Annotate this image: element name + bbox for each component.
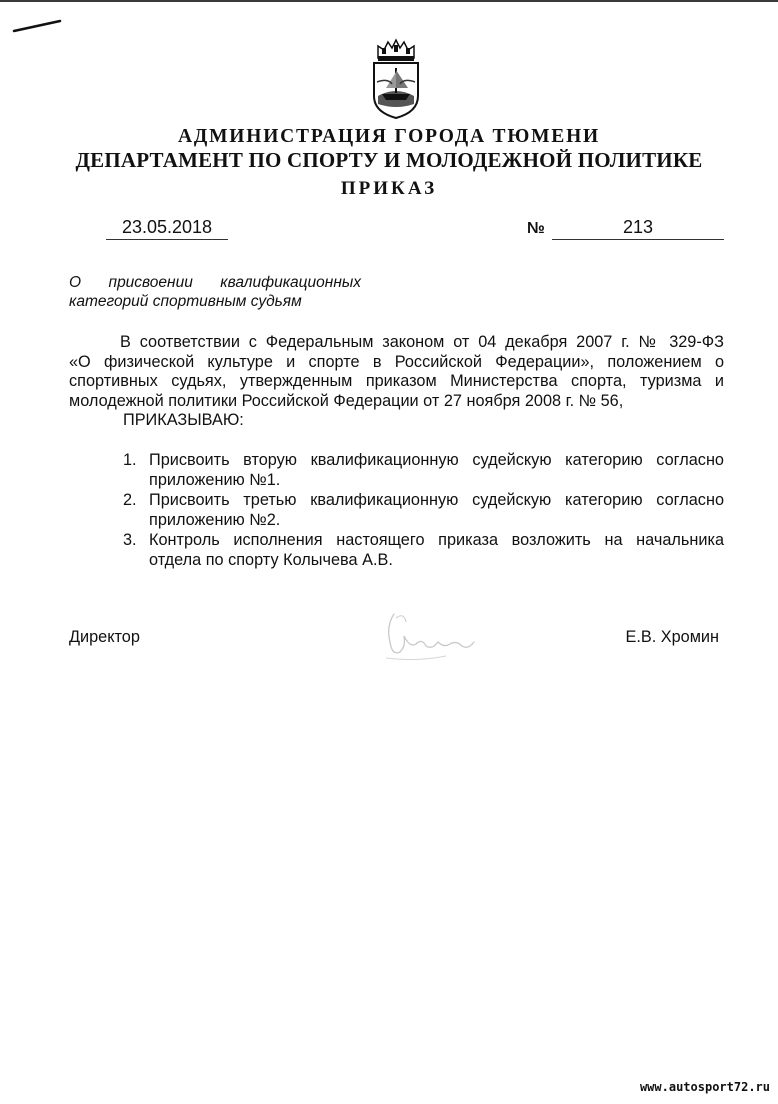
order-list <box>123 451 724 571</box>
list-item <box>123 491 724 530</box>
paragraph-line: спортивных судьях, утвержденным приказом Министерства спорта, туризма и <box>69 372 724 390</box>
list-item-text: Присвоить третью квалификационную судейскую категорию согласно <box>149 491 724 509</box>
scan-edge-line <box>0 0 778 2</box>
administration-title: АДМИНИСТРАЦИЯ ГОРОДА ТЮМЕНИ <box>177 126 601 147</box>
paragraph-line: В соответствии с Федеральным законом от 04 декабря 2007 г. № 329-ФЗ <box>120 333 724 351</box>
pen-stroke-mark <box>12 18 64 34</box>
department-title: ДЕПАРТАМЕНТ ПО СПОРТУ И МОЛОДЕЖНОЙ ПОЛИТИКЕ <box>75 148 703 172</box>
order-date: 23.05.2018 <box>106 217 228 240</box>
document-type-title: ПРИКАЗ <box>340 178 438 199</box>
subject-line: категорий спортивным судьям <box>69 293 302 310</box>
list-item <box>123 531 724 570</box>
signatory-title: Директор <box>69 628 140 646</box>
list-item-index: 1. <box>123 451 137 469</box>
list-item <box>123 451 724 490</box>
list-item-text: приложению №2. <box>149 510 281 529</box>
list-item-text: приложению №1. <box>149 470 281 489</box>
preamble-paragraph <box>69 333 724 411</box>
signatory-name: Е.В. Хромин <box>625 628 719 646</box>
order-number: 213 <box>552 217 724 240</box>
list-item-text: отдела по спорту Колычева А.В. <box>149 550 393 569</box>
list-item-index: 2. <box>123 491 137 509</box>
list-item-text: Присвоить вторую квалификационную судейскую категорию согласно <box>149 451 724 469</box>
paragraph-line: молодежной политики Российской Федерации от 27 ноября 2008 г. № 56, <box>69 391 624 410</box>
city-coat-of-arms-icon <box>368 38 424 120</box>
paragraph-line: «О физической культуре и спорте в Российской Федерации», положением о <box>69 352 724 371</box>
site-watermark: www.autosport72.ru <box>639 1080 770 1094</box>
list-item-index: 3. <box>123 531 137 549</box>
order-subject <box>69 273 361 311</box>
handwritten-signature-icon <box>376 606 486 670</box>
subject-line: О присвоении квалификационных <box>69 274 361 291</box>
decree-word: ПРИКАЗЫВАЮ: <box>123 411 244 429</box>
number-sign: № <box>527 220 545 237</box>
list-item-text: Контроль исполнения настоящего приказа возложить на начальника <box>149 531 724 549</box>
